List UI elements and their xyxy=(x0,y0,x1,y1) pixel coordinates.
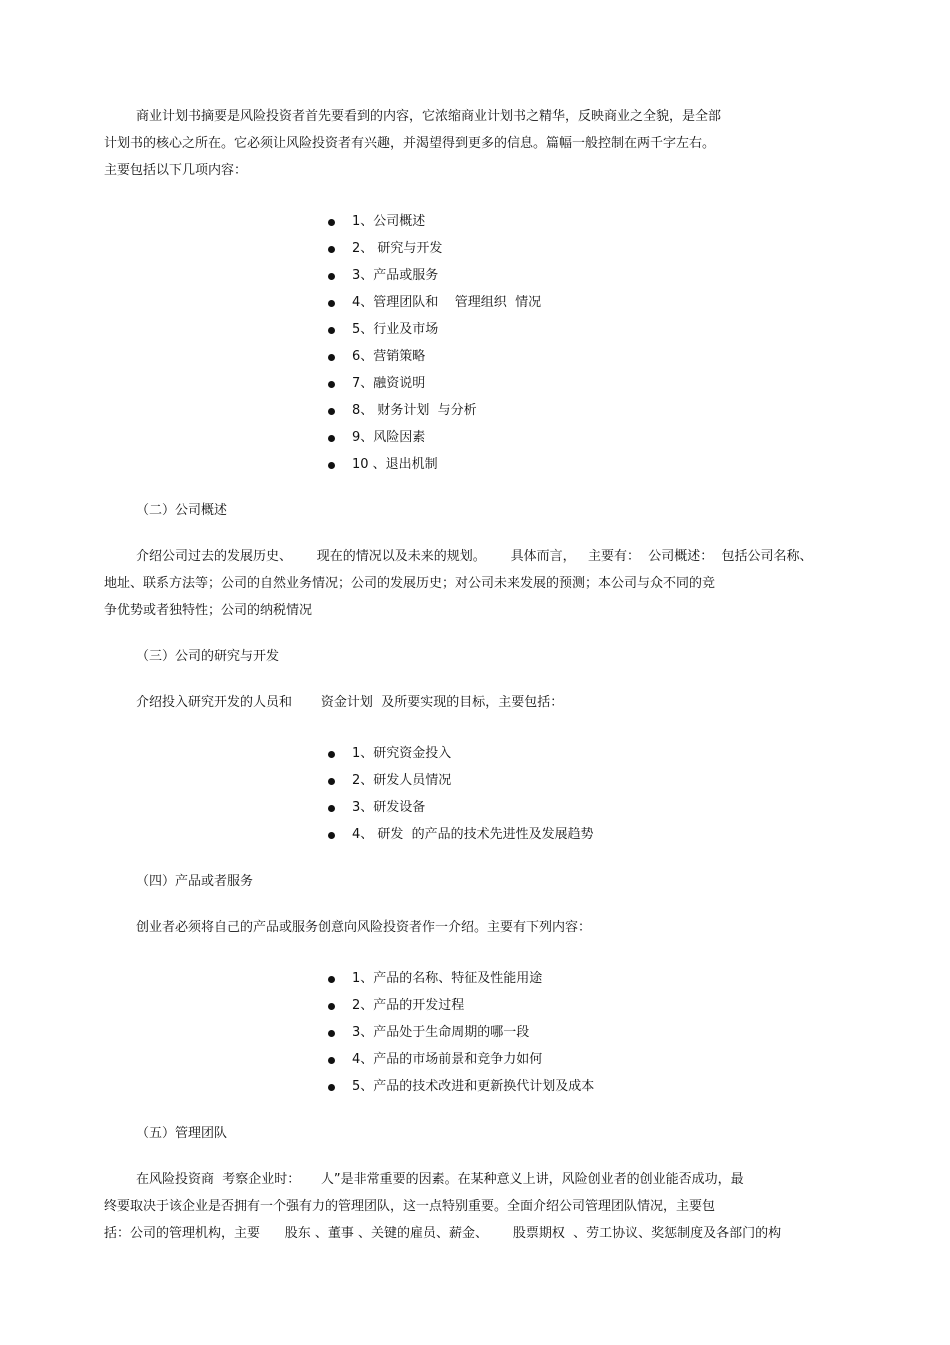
summary-list xyxy=(326,214,541,484)
section5-line-3: 括：公司的管理机构，主要 股东 、董事 、关键的雇员、薪金、 股票期权 、劳工协议、奖惩制度及各部门的构 xyxy=(104,1226,782,1241)
intro-line-1: 商业计划书摘要是风险投资者首先要看到的内容，它浓缩商业计划书之精华，反映商业之全貌，是全部 xyxy=(136,109,722,124)
intro-line-2: 计划书的核心之所在。它必须让风险投资者有兴趣，并渴望得到更多的信息。篇幅一般控制在两千字左右。 xyxy=(104,136,716,151)
bullet-icon xyxy=(328,246,335,253)
bullet-icon xyxy=(328,1030,335,1037)
bullet-icon xyxy=(328,462,335,469)
section3-line-1: 介绍投入研究开发的人员和 资金计划 及所要实现的目标，主要包括： xyxy=(136,695,564,710)
section5-line-2: 终要取决于该企业是否拥有一个强有力的管理团队，这一点特别重要。全面介绍公司管理团队情况，主要包 xyxy=(104,1199,716,1214)
list-item: 7、融资说明 xyxy=(326,376,541,403)
list-item: 5、产品的技术改进和更新换代计划及成本 xyxy=(326,1079,594,1106)
section-heading-company-overview: （二）公司概述 xyxy=(136,503,228,518)
bullet-icon xyxy=(328,805,335,812)
list-item: 1、研究资金投入 xyxy=(326,746,594,773)
list-item: 8、 财务计划 与分析 xyxy=(326,403,541,430)
bullet-icon xyxy=(328,1003,335,1010)
list-item: 9、风险因素 xyxy=(326,430,541,457)
section2-line-1: 介绍公司过去的发展历史、 现在的情况以及未来的规划。 具体而言， 主要有： 公司概述： 包括公司名称、 xyxy=(136,549,813,564)
list-item: 1、产品的名称、特征及性能用途 xyxy=(326,971,594,998)
section2-line-3: 争优势或者独特性；公司的纳税情况 xyxy=(104,603,313,618)
list-item: 3、产品或服务 xyxy=(326,268,541,295)
list-item: 3、产品处于生命周期的哪一段 xyxy=(326,1025,594,1052)
list-item: 2、 研究与开发 xyxy=(326,241,541,268)
bullet-icon xyxy=(328,778,335,785)
bullet-icon xyxy=(328,300,335,307)
bullet-icon xyxy=(328,219,335,226)
research-list xyxy=(326,746,594,854)
bullet-icon xyxy=(328,381,335,388)
section5-line-1: 在风险投资商 考察企业时： 人”是非常重要的因素。在某种意义上讲，风险创业者的创业能否成功，最 xyxy=(136,1172,744,1187)
list-item: 2、产品的开发过程 xyxy=(326,998,594,1025)
list-item: 3、研发设备 xyxy=(326,800,594,827)
list-item: 4、产品的市场前景和竞争力如何 xyxy=(326,1052,594,1079)
bullet-icon xyxy=(328,751,335,758)
products-list xyxy=(326,971,594,1106)
list-item: 1、公司概述 xyxy=(326,214,541,241)
bullet-icon xyxy=(328,1057,335,1064)
section-heading-products: （四）产品或者服务 xyxy=(136,874,254,889)
list-item: 2、研发人员情况 xyxy=(326,773,594,800)
bullet-icon xyxy=(328,327,335,334)
section-heading-research: （三）公司的研究与开发 xyxy=(136,649,280,664)
intro-line-3: 主要包括以下几项内容： xyxy=(104,163,248,178)
bullet-icon xyxy=(328,408,335,415)
section-heading-management: （五）管理团队 xyxy=(136,1126,228,1141)
bullet-icon xyxy=(328,1084,335,1091)
list-item: 6、营销策略 xyxy=(326,349,541,376)
bullet-icon xyxy=(328,832,335,839)
section4-line-1: 创业者必须将自己的产品或服务创意向风险投资者作一介绍。主要有下列内容： xyxy=(136,920,592,935)
bullet-icon xyxy=(328,354,335,361)
section2-line-2: 地址、联系方法等；公司的自然业务情况；公司的发展历史；对公司未来发展的预测；本公司与众不同的竞 xyxy=(104,576,716,591)
list-item: 4、 研发 的产品的技术先进性及发展趋势 xyxy=(326,827,594,854)
bullet-icon xyxy=(328,976,335,983)
list-item: 10 、退出机制 xyxy=(326,457,541,484)
bullet-icon xyxy=(328,435,335,442)
list-item: 4、管理团队和 管理组织 情况 xyxy=(326,295,541,322)
list-item: 5、行业及市场 xyxy=(326,322,541,349)
bullet-icon xyxy=(328,273,335,280)
